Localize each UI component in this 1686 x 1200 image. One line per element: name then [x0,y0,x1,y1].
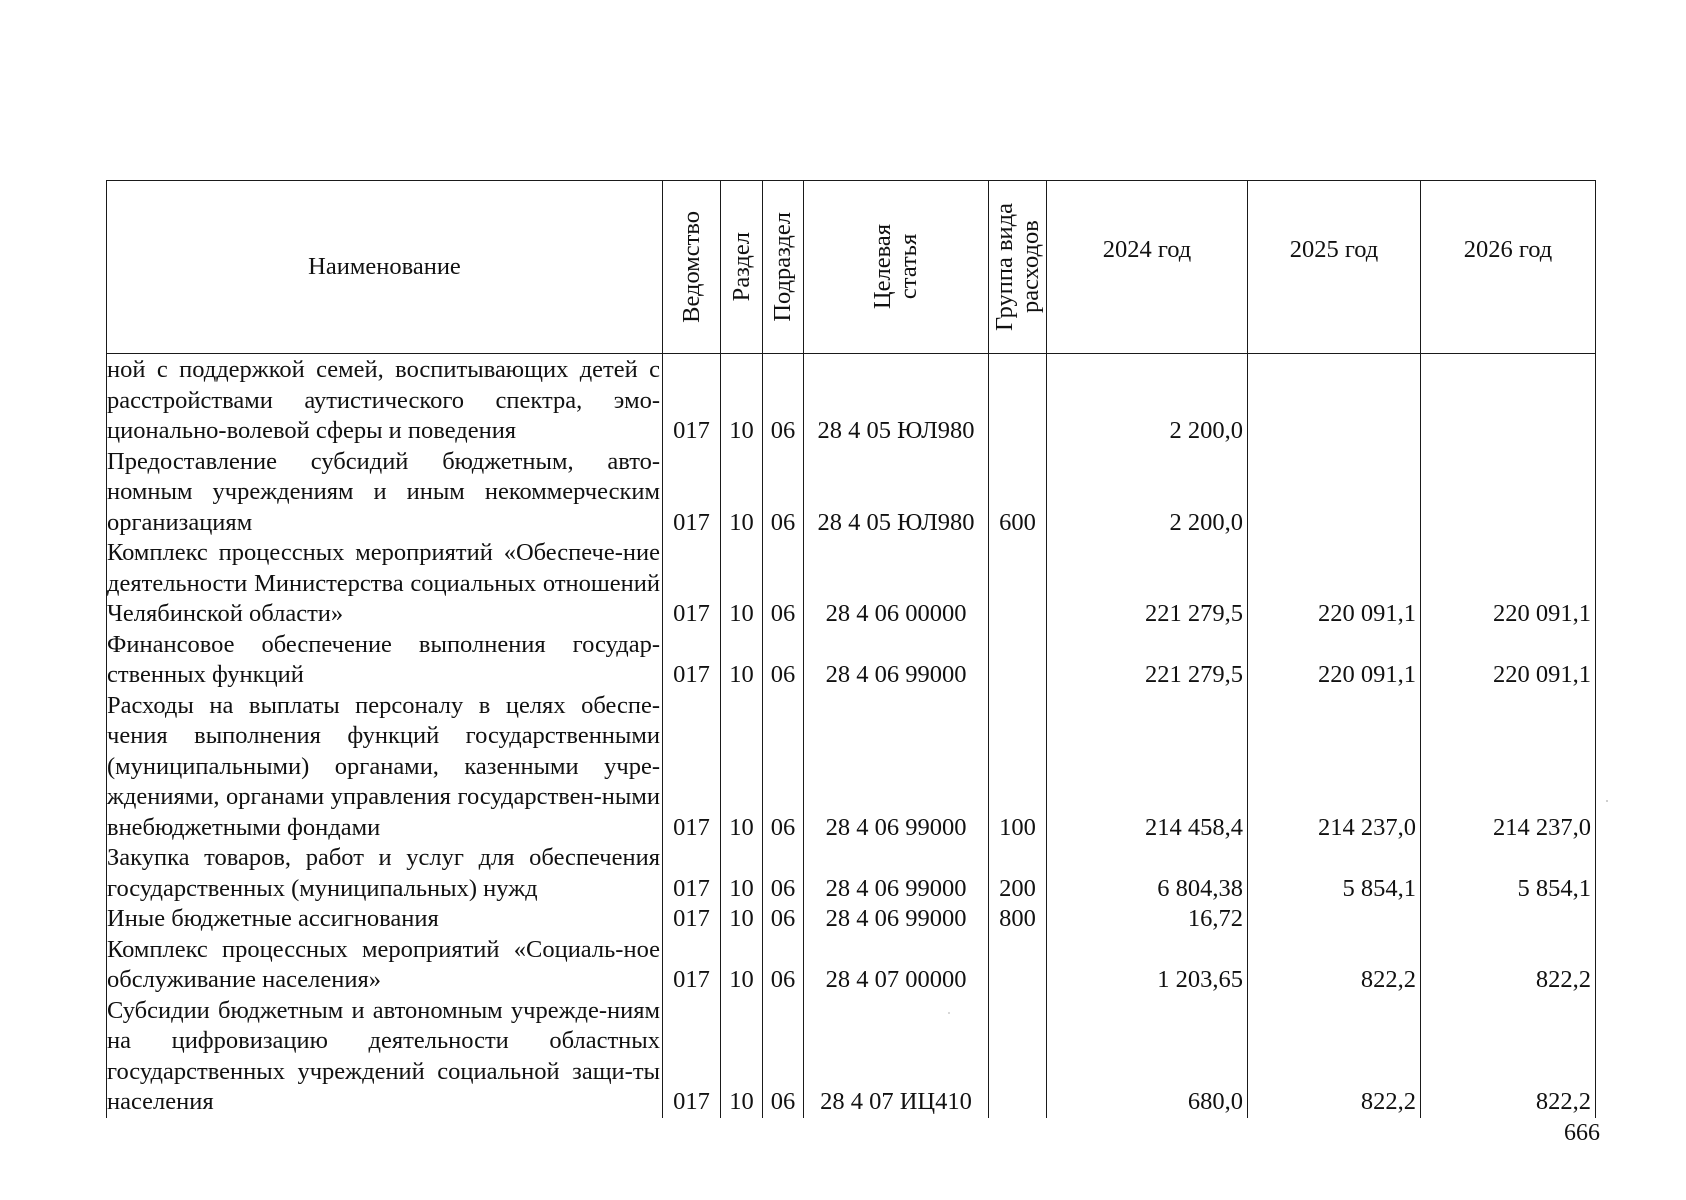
cell-2025 [1248,904,1421,935]
table-row [107,691,1596,844]
table-body [107,354,1596,1118]
cell-2024: 214 458,4 [1047,691,1248,844]
cell-name: Финансовое обеспечение выполнения государ-ственных функций [107,630,663,691]
cell-2026 [1421,447,1596,539]
cell-name: Закупка товаров, работ и услуг для обеспечения государственных (муниципальных) нужд [107,843,663,904]
cell-2025: 822,2 [1248,996,1421,1118]
cell-expense-group [989,935,1047,996]
cell-2025 [1248,447,1421,539]
cell-target-article: 28 4 05 ЮЛ980 [804,354,989,447]
cell-expense-group [989,630,1047,691]
cell-2024: 221 279,5 [1047,630,1248,691]
cell-section: 10 [721,904,763,935]
cell-target-article: 28 4 05 ЮЛ980 [804,447,989,539]
cell-name: Предоставление субсидий бюджетным, авто-номным учреждениям и иным некоммерческим организациям [107,447,663,539]
cell-2024: 2 200,0 [1047,447,1248,539]
header-name-text: Наименование [308,252,461,280]
header-department-text: Ведомство [677,211,705,323]
table-row [107,904,1596,935]
cell-target-article: 28 4 07 ИЦ410 [804,996,989,1118]
cell-section: 10 [721,996,763,1118]
header-year-2025 [1248,181,1421,354]
header-year-2025-text: 2025 год [1289,235,1379,263]
table-row [107,354,1596,447]
cell-subsection: 06 [763,843,804,904]
scan-speck [948,1012,950,1014]
cell-expense-group [989,354,1047,447]
cell-subsection: 06 [763,935,804,996]
header-year-2024-text: 2024 год [1102,235,1192,263]
cell-name: ной с поддержкой семей, воспитывающих детей с расстройствами аутистического спектра, эмо-ционально-волевой сферы и поведения [107,354,663,447]
header-year-2026 [1421,181,1596,354]
cell-2026: 214 237,0 [1421,691,1596,844]
cell-subsection: 06 [763,996,804,1118]
cell-2026: 822,2 [1421,996,1596,1118]
table-row [107,843,1596,904]
cell-2024: 2 200,0 [1047,354,1248,447]
cell-subsection: 06 [763,904,804,935]
cell-section: 10 [721,538,763,630]
cell-section: 10 [721,843,763,904]
cell-section: 10 [721,691,763,844]
table-row [107,935,1596,996]
cell-subsection: 06 [763,691,804,844]
header-row [107,181,1596,354]
cell-expense-group: 200 [989,843,1047,904]
cell-2024: 16,72 [1047,904,1248,935]
header-section [721,181,763,354]
cell-target-article: 28 4 06 99000 [804,630,989,691]
header-subsection [763,181,804,354]
header-subsection-text: Подраздел [769,212,796,322]
cell-2026: 220 091,1 [1421,538,1596,630]
header-year-2024 [1047,181,1248,354]
header-target-article [804,181,989,354]
cell-target-article: 28 4 06 99000 [804,843,989,904]
cell-expense-group [989,996,1047,1118]
cell-department: 017 [663,843,721,904]
cell-expense-group [989,538,1047,630]
cell-2025: 220 091,1 [1248,538,1421,630]
cell-department: 017 [663,538,721,630]
budget-table [106,180,1596,1118]
cell-section: 10 [721,935,763,996]
header-expense-group [989,181,1047,354]
header-year-2026-text: 2026 год [1463,235,1553,263]
header-name [107,181,663,354]
cell-section: 10 [721,447,763,539]
cell-department: 017 [663,904,721,935]
cell-2026: 822,2 [1421,935,1596,996]
cell-name: Комплекс процессных мероприятий «Социаль-ное обслуживание населения» [107,935,663,996]
cell-expense-group: 100 [989,691,1047,844]
header-department [663,181,721,354]
cell-subsection: 06 [763,630,804,691]
cell-2025: 5 854,1 [1248,843,1421,904]
cell-section: 10 [721,630,763,691]
cell-2024: 6 804,38 [1047,843,1248,904]
cell-2026 [1421,354,1596,447]
cell-department: 017 [663,354,721,447]
cell-name: Субсидии бюджетным и автономным учрежде-ниям на цифровизацию деятельности областных государственных учреждений социальной защи-ты населения [107,996,663,1118]
cell-expense-group: 600 [989,447,1047,539]
cell-department: 017 [663,447,721,539]
cell-name: Иные бюджетные ассигнования [107,904,663,935]
cell-expense-group: 800 [989,904,1047,935]
cell-department: 017 [663,935,721,996]
cell-target-article: 28 4 06 99000 [804,904,989,935]
table-row [107,538,1596,630]
header-expense-group-text: Группа вида расходов [990,202,1044,332]
cell-2024: 1 203,65 [1047,935,1248,996]
cell-name: Комплекс процессных мероприятий «Обеспече-ние деятельности Министерства социальных отношений Челябинской области» [107,538,663,630]
cell-2025: 214 237,0 [1248,691,1421,844]
cell-name: Расходы на выплаты персоналу в целях обеспе-чения выполнения функций государственными (муниципальными) органами, казенными учре-ждениями, органами управления государствен-ными внебюджетными фондами [107,691,663,844]
cell-department: 017 [663,691,721,844]
cell-2024: 221 279,5 [1047,538,1248,630]
header-section-text: Раздел [727,232,755,302]
cell-target-article: 28 4 06 00000 [804,538,989,630]
table-row [107,447,1596,539]
table-row [107,630,1596,691]
cell-subsection: 06 [763,447,804,539]
table-header [107,181,1596,354]
header-target-article-text: Целевая статья [869,224,922,310]
cell-target-article: 28 4 06 99000 [804,691,989,844]
cell-2026: 5 854,1 [1421,843,1596,904]
cell-2025: 822,2 [1248,935,1421,996]
cell-2025 [1248,354,1421,447]
table-row [107,996,1596,1118]
cell-department: 017 [663,996,721,1118]
cell-2025: 220 091,1 [1248,630,1421,691]
cell-subsection: 06 [763,354,804,447]
cell-target-article: 28 4 07 00000 [804,935,989,996]
cell-2026 [1421,904,1596,935]
cell-section: 10 [721,354,763,447]
cell-subsection: 06 [763,538,804,630]
cell-2026: 220 091,1 [1421,630,1596,691]
cell-department: 017 [663,630,721,691]
page-number: 666 [1564,1120,1600,1146]
cell-2024: 680,0 [1047,996,1248,1118]
scan-speck [1606,800,1608,802]
